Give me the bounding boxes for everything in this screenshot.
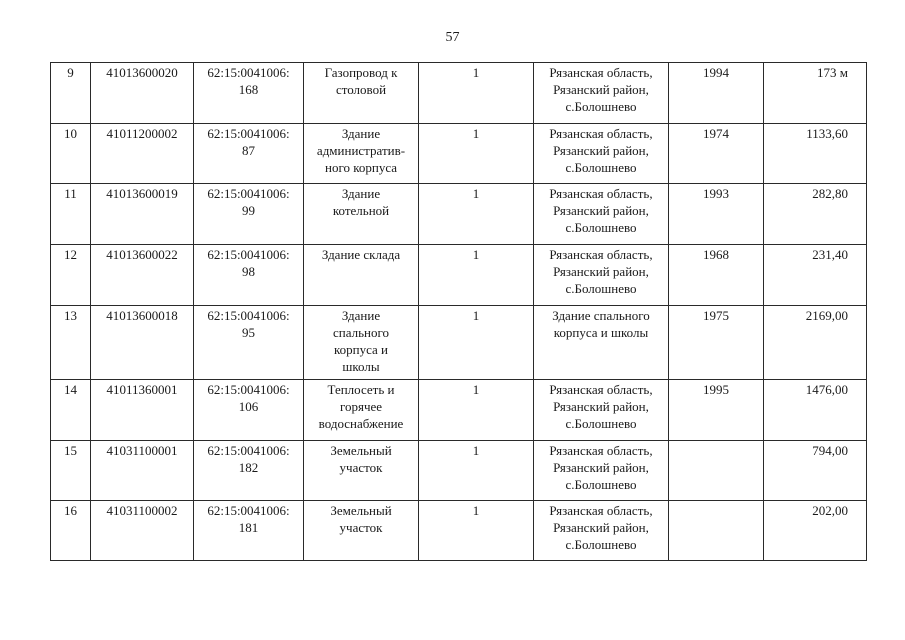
inventory-number-cell: 41013600022 — [91, 245, 194, 306]
year-cell: 1974 — [669, 124, 764, 184]
address-cell: Рязанская область, Рязанский район, с.Болошнево — [534, 501, 669, 561]
area-cell: 202,00 — [764, 501, 867, 561]
area-cell: 173 м — [764, 63, 867, 124]
table-row — [51, 63, 867, 124]
table-row — [51, 245, 867, 306]
object-name-cell: Здание котельной — [304, 184, 419, 245]
inventory-number-cell: 41011360001 — [91, 380, 194, 441]
cadastral-number-cell: 62:15:0041006: 181 — [194, 501, 304, 561]
object-name-cell: Теплосеть и горячее водоснабжение — [304, 380, 419, 441]
year-cell: 1975 — [669, 306, 764, 380]
object-name-cell: Здание административ- ного корпуса — [304, 124, 419, 184]
table-row — [51, 501, 867, 561]
inventory-number-cell: 41011200002 — [91, 124, 194, 184]
row-number-cell: 14 — [51, 380, 91, 441]
area-cell: 1133,60 — [764, 124, 867, 184]
object-name-cell: Газопровод к столовой — [304, 63, 419, 124]
row-number-cell: 15 — [51, 441, 91, 501]
quantity-cell: 1 — [419, 245, 534, 306]
page-number: 57 — [445, 30, 460, 45]
area-cell: 282,80 — [764, 184, 867, 245]
quantity-cell: 1 — [419, 380, 534, 441]
quantity-cell: 1 — [419, 63, 534, 124]
quantity-cell: 1 — [419, 441, 534, 501]
object-name-cell: Земельный участок — [304, 501, 419, 561]
address-cell: Рязанская область, Рязанский район, с.Болошнево — [534, 441, 669, 501]
area-cell: 1476,00 — [764, 380, 867, 441]
address-cell: Рязанская область, Рязанский район, с.Болошнево — [534, 63, 669, 124]
inventory-number-cell: 41031100002 — [91, 501, 194, 561]
quantity-cell: 1 — [419, 306, 534, 380]
object-name-cell: Здание спального корпуса и школы — [304, 306, 419, 380]
area-cell: 231,40 — [764, 245, 867, 306]
table-row — [51, 184, 867, 245]
address-cell: Рязанская область, Рязанский район, с.Болошнево — [534, 380, 669, 441]
row-number-cell: 13 — [51, 306, 91, 380]
address-cell: Рязанская область, Рязанский район, с.Болошнево — [534, 184, 669, 245]
year-cell: 1968 — [669, 245, 764, 306]
cadastral-number-cell: 62:15:0041006: 182 — [194, 441, 304, 501]
row-number-cell: 11 — [51, 184, 91, 245]
inventory-number-cell: 41031100001 — [91, 441, 194, 501]
cadastral-number-cell: 62:15:0041006: 106 — [194, 380, 304, 441]
cadastral-number-cell: 62:15:0041006: 98 — [194, 245, 304, 306]
cadastral-number-cell: 62:15:0041006: 168 — [194, 63, 304, 124]
cadastral-number-cell: 62:15:0041006: 87 — [194, 124, 304, 184]
year-cell — [669, 441, 764, 501]
cadastral-number-cell: 62:15:0041006: 99 — [194, 184, 304, 245]
property-registry-table — [50, 62, 867, 561]
table-row — [51, 441, 867, 501]
table-row — [51, 380, 867, 441]
object-name-cell: Земельный участок — [304, 441, 419, 501]
row-number-cell: 12 — [51, 245, 91, 306]
year-cell: 1994 — [669, 63, 764, 124]
address-cell: Рязанская область, Рязанский район, с.Болошнево — [534, 124, 669, 184]
inventory-number-cell: 41013600018 — [91, 306, 194, 380]
table-row — [51, 124, 867, 184]
quantity-cell: 1 — [419, 124, 534, 184]
row-number-cell: 9 — [51, 63, 91, 124]
address-cell: Здание спального корпуса и школы — [534, 306, 669, 380]
object-name-cell: Здание склада — [304, 245, 419, 306]
quantity-cell: 1 — [419, 501, 534, 561]
year-cell: 1995 — [669, 380, 764, 441]
area-cell: 2169,00 — [764, 306, 867, 380]
row-number-cell: 10 — [51, 124, 91, 184]
year-cell: 1993 — [669, 184, 764, 245]
row-number-cell: 16 — [51, 501, 91, 561]
inventory-number-cell: 41013600020 — [91, 63, 194, 124]
quantity-cell: 1 — [419, 184, 534, 245]
year-cell — [669, 501, 764, 561]
table-row — [51, 306, 867, 380]
cadastral-number-cell: 62:15:0041006: 95 — [194, 306, 304, 380]
inventory-number-cell: 41013600019 — [91, 184, 194, 245]
area-cell: 794,00 — [764, 441, 867, 501]
address-cell: Рязанская область, Рязанский район, с.Болошнево — [534, 245, 669, 306]
